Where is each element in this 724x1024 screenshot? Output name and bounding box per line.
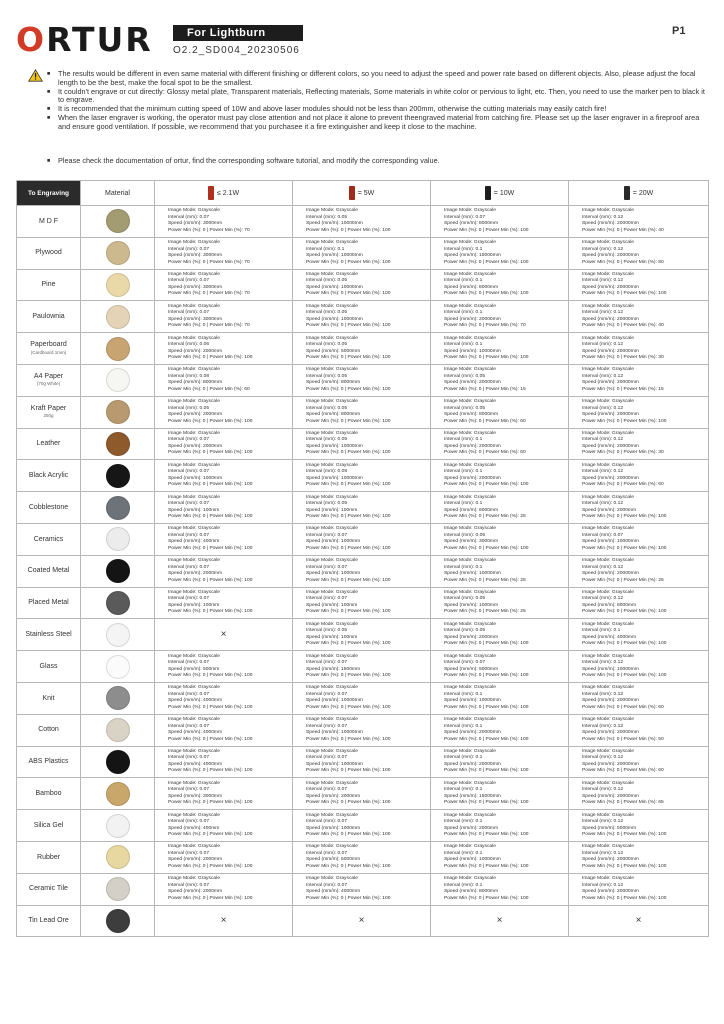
not-supported-mark: × [431, 905, 569, 937]
material-name: Tin Lead Ore [17, 905, 81, 937]
material-sample-image [106, 877, 130, 901]
material-sample-image [106, 527, 130, 551]
material-name: Bamboo [17, 778, 81, 810]
laser-settings-cell: Image Mode: Grayscale Interval (mm): 0.1 Speed (mm/m): 10000mm Power Min (%): 0 | Power Min (%): 100 [431, 841, 569, 873]
laser-settings-cell: Image Mode: Grayscale Interval (mm): 0.07 Speed (mm/m): 500mm Power Min (%): 0 | Power Min (%): 100 [155, 651, 293, 683]
material-row [17, 206, 709, 238]
laser-settings-cell: Image Mode: Grayscale Interval (mm): 0.1 Speed (mm/m): 2000mm Power Min (%): 0 | Power Min (%): 100 [431, 810, 569, 842]
material-name: Rubber [17, 841, 81, 873]
material-name: Paperboard (Cardboard 1mm) [17, 333, 81, 365]
logo-o-letter: O [16, 20, 47, 59]
laser-settings-cell: Image Mode: Grayscale Interval (mm): 0.12 Speed (mm/m): 20000mm Power Min (%): 0 | Power Min (%): 100 [569, 873, 709, 905]
to-engraving-header: To Engraving [17, 181, 81, 206]
not-supported-mark: × [155, 619, 293, 651]
material-row [17, 555, 709, 587]
engraving-parameter-table [16, 180, 709, 937]
laser-power-label: = 20W [632, 189, 654, 197]
material-row [17, 746, 709, 778]
material-name: Ceramic Tile [17, 873, 81, 905]
laser-settings-cell: Image Mode: Grayscale Interval (mm): 0.12 Speed (mm/m): 20000mm Power Min (%): 0 | Power Min (%): 25 [569, 555, 709, 587]
material-name: Paulownia [17, 301, 81, 333]
laser-settings-cell: Image Mode: Grayscale Interval (mm): 0.12 Speed (mm/m): 20000mm Power Min (%): 0 | Power Min (%): 100 [569, 841, 709, 873]
laser-5w-header [293, 181, 431, 206]
material-name: Knit [17, 682, 81, 714]
material-header: Material [81, 181, 155, 206]
material-name: Cobblestone [17, 492, 81, 524]
laser-settings-cell: Image Mode: Grayscale Interval (mm): 0.1 Speed (mm/m): 4000mm Power Min (%): 0 | Power Min (%): 100 [569, 619, 709, 651]
material-sample-image [106, 909, 130, 933]
not-supported-mark: × [293, 905, 431, 937]
material-row [17, 810, 709, 842]
material-sample-image [106, 273, 130, 297]
laser-settings-cell: Image Mode: Grayscale Interval (mm): 0.1 Speed (mm/m): 20000mm Power Min (%): 0 | Power Min (%): 100 [431, 714, 569, 746]
safety-note: ■ The results would be different in even same material with different finishing or different colors, so you need to adjust the speed and power rate based on different objects. Also, please adjust the focal length to be the best, make the focal spot to be the smallest. [47, 70, 707, 87]
material-sample-image [106, 496, 130, 520]
material-name: Placed Metal [17, 587, 81, 619]
laser-settings-cell: Image Mode: Grayscale Interval (mm): 0.1 Speed (mm/m): 8000mm Power Min (%): 0 | Power Min (%): 100 [431, 873, 569, 905]
material-row [17, 396, 709, 428]
material-row [17, 619, 709, 651]
laser-settings-cell: Image Mode: Grayscale Interval (mm): 0.07 Speed (mm/m): 5000mm Power Min (%): 0 | Power Min (%): 100 [431, 651, 569, 683]
material-row [17, 587, 709, 619]
laser-settings-cell: Image Mode: Grayscale Interval (mm): 0.1 Speed (mm/m): 10000mm Power Min (%): 0 | Power Min (%): 100 [431, 682, 569, 714]
laser-settings-cell: Image Mode: Grayscale Interval (mm): 0.05 Speed (mm/m): 3000mm Power Min (%): 0 | Power Min (%): 100 [431, 523, 569, 555]
material-sample-image [106, 209, 130, 233]
laser-settings-cell: Image Mode: Grayscale Interval (mm): 0.05 Speed (mm/m): 2000mm Power Min (%): 0 | Power Min (%): 100 [431, 619, 569, 651]
laser-settings-cell: Image Mode: Grayscale Interval (mm): 0.1 Speed (mm/m): 20000mm Power Min (%): 0 | Power Min (%): 100 [431, 746, 569, 778]
material-sample-image [106, 750, 130, 774]
laser-settings-cell: Image Mode: Grayscale Interval (mm): 0.05 Speed (mm/m): 8000mm Power Min (%): 0 | Power Min (%): 60 [431, 396, 569, 428]
laser-settings-cell: Image Mode: Grayscale Interval (mm): 0.07 Speed (mm/m): 100mm Power Min (%): 0 | Power Min (%): 100 [293, 587, 431, 619]
material-sample-image [106, 559, 130, 583]
material-name: Cotton [17, 714, 81, 746]
laser-settings-cell: Image Mode: Grayscale Interval (mm): 0.07 Speed (mm/m): 4000mm Power Min (%): 0 | Power Min (%): 100 [155, 746, 293, 778]
laser-settings-cell: Image Mode: Grayscale Interval (mm): 0.07 Speed (mm/m): 3000mm Power Min (%): 0 | Power Min (%): 70 [155, 237, 293, 269]
laser-settings-cell: Image Mode: Grayscale Interval (mm): 0.12 Speed (mm/m): 20000mm Power Min (%): 0 | Power Min (%): 50 [569, 714, 709, 746]
laser-settings-cell: Image Mode: Grayscale Interval (mm): 0.05 Speed (mm/m): 5000mm Power Min (%): 0 | Power Min (%): 100 [293, 333, 431, 365]
material-name: Stainless Steel [17, 619, 81, 651]
material-sample-image [106, 337, 130, 361]
material-sample-image [106, 241, 130, 265]
material-sample-image [106, 400, 130, 424]
laser-settings-cell: Image Mode: Grayscale Interval (mm): 0.08 Speed (mm/m): 8000mm Power Min (%): 0 | Power Min (%): 60 [155, 364, 293, 396]
laser-settings-cell: Image Mode: Grayscale Interval (mm): 0.07 Speed (mm/m): 1000mm Power Min (%): 0 | Power Min (%): 100 [155, 460, 293, 492]
laser-settings-cell: Image Mode: Grayscale Interval (mm): 0.07 Speed (mm/m): 5000mm Power Min (%): 0 | Power Min (%): 100 [293, 841, 431, 873]
laser-settings-cell: Image Mode: Grayscale Interval (mm): 0.07 Speed (mm/m): 4000mm Power Min (%): 0 | Power Min (%): 100 [155, 714, 293, 746]
material-name: Leather [17, 428, 81, 460]
laser-module-icon [349, 186, 355, 200]
laser-settings-cell: Image Mode: Grayscale Interval (mm): 0.07 Speed (mm/m): 100mm Power Min (%): 0 | Power Min (%): 100 [155, 587, 293, 619]
laser-settings-cell: Image Mode: Grayscale Interval (mm): 0.05 Speed (mm/m): 20000mm Power Min (%): 0 | Power Min (%): 15 [431, 364, 569, 396]
laser-power-label: = 5W [357, 189, 375, 197]
laser-settings-cell: Image Mode: Grayscale Interval (mm): 0.12 Speed (mm/m): 20000mm Power Min (%): 0 | Power Min (%): 30 [569, 333, 709, 365]
laser-settings-cell: Image Mode: Grayscale Interval (mm): 0.07 Speed (mm/m): 10000mm Power Min (%): 0 | Power Min (%): 100 [293, 714, 431, 746]
laser-settings-cell: Image Mode: Grayscale Interval (mm): 0.07 Speed (mm/m): 3000mm Power Min (%): 0 | Power Min (%): 70 [155, 301, 293, 333]
laser-settings-cell: Image Mode: Grayscale Interval (mm): 0.07 Speed (mm/m): 2000mm Power Min (%): 0 | Power Min (%): 100 [155, 873, 293, 905]
material-sample-image [106, 432, 130, 456]
safety-note: ■ It is recommended that the minimum cutting speed of 10W and above laser modules should not be less than 200mm, otherwise the cutting materials may easily catch fire! [47, 105, 707, 114]
laser-settings-cell: Image Mode: Grayscale Interval (mm): 0.12 Speed (mm/m): 20000mm Power Min (%): 0 | Power Min (%): 100 [569, 396, 709, 428]
laser-settings-cell: Image Mode: Grayscale Interval (mm): 0.07 Speed (mm/m): 400mm Power Min (%): 0 | Power Min (%): 100 [155, 523, 293, 555]
material-row [17, 905, 709, 937]
laser-settings-cell: Image Mode: Grayscale Interval (mm): 0.12 Speed (mm/m): 20000mm Power Min (%): 0 | Power Min (%): 60 [569, 682, 709, 714]
laser-settings-cell: Image Mode: Grayscale Interval (mm): 0.1 Speed (mm/m): 20000mm Power Min (%): 0 | Power Min (%): 60 [431, 428, 569, 460]
laser-settings-cell: Image Mode: Grayscale Interval (mm): 0.07 Speed (mm/m): 400mm Power Min (%): 0 | Power Min (%): 100 [155, 810, 293, 842]
material-sample-image [106, 591, 130, 615]
material-name: Pine [17, 269, 81, 301]
safety-note: ■ It couldn't engrave or cut directly: Glossy metal plate, Transparent materials, Reflecting materials, Some materials in white color or pervious to light, etc. Then, you need to use the marker pen to black it to engrave. [47, 88, 707, 105]
laser-settings-cell: Image Mode: Grayscale Interval (mm): 0.12 Speed (mm/m): 20000mm Power Min (%): 0 | Power Min (%): 65 [569, 778, 709, 810]
material-name: Silica Gel [17, 810, 81, 842]
laser-settings-cell: Image Mode: Grayscale Interval (mm): 0.07 Speed (mm/m): 2000mm Power Min (%): 0 | Power Min (%): 100 [293, 778, 431, 810]
laser-settings-cell: Image Mode: Grayscale Interval (mm): 0.07 Speed (mm/m): 2000mm Power Min (%): 0 | Power Min (%): 100 [155, 841, 293, 873]
table-header-row [17, 181, 709, 206]
software-note: ■ Please check the documentation of ortur, find the corresponding software tutorial, and modify the corresponding value. [47, 157, 707, 166]
laser-settings-cell: Image Mode: Grayscale Interval (mm): 0.06 Speed (mm/m): 2000mm Power Min (%): 0 | Power Min (%): 100 [155, 333, 293, 365]
material-sample-image [106, 464, 130, 488]
laser-settings-cell: Image Mode: Grayscale Interval (mm): 0.12 Speed (mm/m): 20000mm Power Min (%): 0 | Power Min (%): 80 [569, 237, 709, 269]
material-sample-image [106, 686, 130, 710]
laser-settings-cell: Image Mode: Grayscale Interval (mm): 0.07 Speed (mm/m): 4000mm Power Min (%): 0 | Power Min (%): 100 [155, 682, 293, 714]
laser-settings-cell: Image Mode: Grayscale Interval (mm): 0.12 Speed (mm/m): 20000mm Power Min (%): 0 | Power Min (%): 30 [569, 428, 709, 460]
material-row [17, 523, 709, 555]
laser-settings-cell: Image Mode: Grayscale Interval (mm): 0.05 Speed (mm/m): 10000mm Power Min (%): 0 | Power Min (%): 100 [293, 269, 431, 301]
laser-settings-cell: Image Mode: Grayscale Interval (mm): 0.05 Speed (mm/m): 8000mm Power Min (%): 0 | Power Min (%): 100 [293, 364, 431, 396]
material-row [17, 841, 709, 873]
laser-settings-cell: Image Mode: Grayscale Interval (mm): 0.07 Speed (mm/m): 2000mm Power Min (%): 0 | Power Min (%): 100 [155, 555, 293, 587]
material-row [17, 301, 709, 333]
material-name: Coated Metal [17, 555, 81, 587]
laser-20w-header [569, 181, 709, 206]
laser-settings-cell: Image Mode: Grayscale Interval (mm): 0.1 Speed (mm/m): 8000mm Power Min (%): 0 | Power Min (%): 100 [431, 269, 569, 301]
laser-settings-cell: Image Mode: Grayscale Interval (mm): 0.12 Speed (mm/m): 20000mm Power Min (%): 0 | Power Min (%): 40 [569, 206, 709, 238]
laser-settings-cell: Image Mode: Grayscale Interval (mm): 0.07 Speed (mm/m): 1000mm Power Min (%): 0 | Power Min (%): 100 [293, 810, 431, 842]
material-name: Ceramics [17, 523, 81, 555]
laser-settings-cell: Image Mode: Grayscale Interval (mm): 0.1 Speed (mm/m): 10000mm Power Min (%): 0 | Power Min (%): 100 [293, 237, 431, 269]
material-row [17, 778, 709, 810]
laser-settings-cell: Image Mode: Grayscale Interval (mm): 0.1 Speed (mm/m): 10000mm Power Min (%): 0 | Power Min (%): 25 [431, 555, 569, 587]
laser-settings-cell: Image Mode: Grayscale Interval (mm): 0.12 Speed (mm/m): 2000mm Power Min (%): 0 | Power Min (%): 100 [569, 492, 709, 524]
material-sample-image [106, 782, 130, 806]
safety-notes [47, 70, 707, 132]
material-sample-image [106, 623, 130, 647]
material-sample-image [106, 655, 130, 679]
laser-settings-cell: Image Mode: Grayscale Interval (mm): 0.07 Speed (mm/m): 100mm Power Min (%): 0 | Power Min (%): 100 [155, 492, 293, 524]
not-supported-mark: × [155, 905, 293, 937]
material-sample-image [106, 368, 130, 392]
laser-settings-cell: Image Mode: Grayscale Interval (mm): 0.12 Speed (mm/m): 20000mm Power Min (%): 0 | Power Min (%): 60 [569, 746, 709, 778]
laser-settings-cell: Image Mode: Grayscale Interval (mm): 0.05 Speed (mm/m): 2000mm Power Min (%): 0 | Power Min (%): 100 [155, 396, 293, 428]
material-sample-image [106, 845, 130, 869]
material-row [17, 269, 709, 301]
laser-2w-header [155, 181, 293, 206]
material-name: Plywood [17, 237, 81, 269]
material-row [17, 460, 709, 492]
not-supported-mark: × [569, 905, 709, 937]
laser-settings-cell: Image Mode: Grayscale Interval (mm): 0.12 Speed (mm/m): 20000mm Power Min (%): 0 | Power Min (%): 40 [569, 301, 709, 333]
document-code: O2.2_SD004_20230506 [173, 45, 300, 56]
laser-settings-cell: Image Mode: Grayscale Interval (mm): 0.1 Speed (mm/m): 6000mm Power Min (%): 0 | Power Min (%): 25 [431, 492, 569, 524]
laser-settings-cell: Image Mode: Grayscale Interval (mm): 0.05 Speed (mm/m): 10000mm Power Min (%): 0 | Power Min (%): 100 [293, 428, 431, 460]
laser-settings-cell: Image Mode: Grayscale Interval (mm): 0.07 Speed (mm/m): 2000mm Power Min (%): 0 | Power Min (%): 100 [155, 428, 293, 460]
laser-settings-cell: Image Mode: Grayscale Interval (mm): 0.05 Speed (mm/m): 8000mm Power Min (%): 0 | Power Min (%): 100 [293, 396, 431, 428]
material-name: ABS Plastics [17, 746, 81, 778]
material-name: A4 Paper (70g White) [17, 364, 81, 396]
software-title: For Lightburn [173, 25, 303, 41]
material-name: M D F [17, 206, 81, 238]
laser-power-label: ≤ 2.1W [216, 189, 240, 197]
page-number: P1 [672, 25, 686, 37]
laser-settings-cell: Image Mode: Grayscale Interval (mm): 0.1 Speed (mm/m): 10000mm Power Min (%): 0 | Power Min (%): 100 [431, 333, 569, 365]
laser-module-icon [624, 186, 630, 200]
laser-settings-cell: Image Mode: Grayscale Interval (mm): 0.1 Speed (mm/m): 20000mm Power Min (%): 0 | Power Min (%): 70 [431, 301, 569, 333]
material-row [17, 333, 709, 365]
laser-settings-cell: Image Mode: Grayscale Interval (mm): 0.07 Speed (mm/m): 8000mm Power Min (%): 0 | Power Min (%): 100 [431, 206, 569, 238]
material-row [17, 682, 709, 714]
material-sample-image [106, 305, 130, 329]
material-row [17, 492, 709, 524]
laser-settings-cell: Image Mode: Grayscale Interval (mm): 0.07 Speed (mm/m): 1000mm Power Min (%): 0 | Power Min (%): 100 [293, 523, 431, 555]
laser-settings-cell: Image Mode: Grayscale Interval (mm): 0.07 Speed (mm/m): 4000mm Power Min (%): 0 | Power Min (%): 100 [293, 873, 431, 905]
material-name: Kraft Paper 250g [17, 396, 81, 428]
material-row [17, 237, 709, 269]
material-row [17, 651, 709, 683]
warning-icon [28, 69, 43, 82]
laser-settings-cell: Image Mode: Grayscale Interval (mm): 0.07 Speed (mm/m): 1500mm Power Min (%): 0 | Power Min (%): 100 [293, 651, 431, 683]
laser-settings-cell: Image Mode: Grayscale Interval (mm): 0.07 Speed (mm/m): 3000mm Power Min (%): 0 | Power Min (%): 70 [155, 269, 293, 301]
laser-settings-cell: Image Mode: Grayscale Interval (mm): 0.07 Speed (mm/m): 10000mm Power Min (%): 0 | Power Min (%): 100 [293, 746, 431, 778]
laser-settings-cell: Image Mode: Grayscale Interval (mm): 0.05 Speed (mm/m): 100mm Power Min (%): 0 | Power Min (%): 100 [293, 619, 431, 651]
laser-settings-cell: Image Mode: Grayscale Interval (mm): 0.12 Speed (mm/m): 20000mm Power Min (%): 0 | Power Min (%): 15 [569, 364, 709, 396]
laser-settings-cell: Image Mode: Grayscale Interval (mm): 0.12 Speed (mm/m): 20000mm Power Min (%): 0 | Power Min (%): 100 [569, 269, 709, 301]
laser-settings-cell: Image Mode: Grayscale Interval (mm): 0.05 Speed (mm/m): 10000mm Power Min (%): 0 | Power Min (%): 100 [293, 206, 431, 238]
laser-settings-cell: Image Mode: Grayscale Interval (mm): 0.1 Speed (mm/m): 15000mm Power Min (%): 0 | Power Min (%): 100 [431, 778, 569, 810]
logo-rest: RTUR [46, 20, 153, 59]
laser-settings-cell: Image Mode: Grayscale Interval (mm): 0.1 Speed (mm/m): 15000mm Power Min (%): 0 | Power Min (%): 100 [431, 237, 569, 269]
material-name: Glass [17, 651, 81, 683]
laser-settings-cell: Image Mode: Grayscale Interval (mm): 0.08 Speed (mm/m): 10000mm Power Min (%): 0 | Power Min (%): 100 [293, 460, 431, 492]
laser-settings-cell: Image Mode: Grayscale Interval (mm): 0.07 Speed (mm/m): 3000mm Power Min (%): 0 | Power Min (%): 70 [155, 206, 293, 238]
ortur-logo [16, 22, 153, 58]
laser-settings-cell: Image Mode: Grayscale Interval (mm): 0.07 Speed (mm/m): 10000mm Power Min (%): 0 | Power Min (%): 100 [293, 682, 431, 714]
laser-module-icon [208, 186, 214, 200]
material-sample-image [106, 718, 130, 742]
laser-settings-cell: Image Mode: Grayscale Interval (mm): 0.12 Speed (mm/m): 5000mm Power Min (%): 0 | Power Min (%): 100 [569, 810, 709, 842]
laser-settings-cell: Image Mode: Grayscale Interval (mm): 0.07 Speed (mm/m): 3000mm Power Min (%): 0 | Power Min (%): 100 [155, 778, 293, 810]
material-row [17, 873, 709, 905]
laser-settings-cell: Image Mode: Grayscale Interval (mm): 0.07 Speed (mm/m): 10000mm Power Min (%): 0 | Power Min (%): 100 [569, 523, 709, 555]
material-name: Black Acrylic [17, 460, 81, 492]
material-row [17, 428, 709, 460]
laser-10w-header [431, 181, 569, 206]
laser-settings-cell: Image Mode: Grayscale Interval (mm): 0.05 Speed (mm/m): 100mm Power Min (%): 0 | Power Min (%): 100 [293, 492, 431, 524]
laser-settings-cell: Image Mode: Grayscale Interval (mm): 0.1 Speed (mm/m): 20000mm Power Min (%): 0 | Power Min (%): 100 [431, 460, 569, 492]
laser-settings-cell: Image Mode: Grayscale Interval (mm): 0.07 Speed (mm/m): 1000mm Power Min (%): 0 | Power Min (%): 100 [293, 555, 431, 587]
laser-settings-cell: Image Mode: Grayscale Interval (mm): 0.05 Speed (mm/m): 1000mm Power Min (%): 0 | Power Min (%): 25 [431, 587, 569, 619]
laser-settings-cell: Image Mode: Grayscale Interval (mm): 0.12 Speed (mm/m): 8000mm Power Min (%): 0 | Power Min (%): 100 [569, 587, 709, 619]
safety-note: ■ When the laser engraver is working, the operator must pay close attention and not place it alone to prevent theengraved material from catching fire. Please set up the laser engraver in a fireproof area and ensure good ventilation. If possible, we recommend that you purchasee it a fire extinguisher and keep it close to the machine. [47, 114, 707, 131]
laser-settings-cell: Image Mode: Grayscale Interval (mm): 0.12 Speed (mm/m): 10000mm Power Min (%): 0 | Power Min (%): 100 [569, 651, 709, 683]
laser-settings-cell: Image Mode: Grayscale Interval (mm): 0.12 Speed (mm/m): 20000mm Power Min (%): 0 | Power Min (%): 60 [569, 460, 709, 492]
laser-module-icon [485, 186, 491, 200]
material-sample-image [106, 814, 130, 838]
material-row [17, 364, 709, 396]
material-row [17, 714, 709, 746]
laser-settings-cell: Image Mode: Grayscale Interval (mm): 0.05 Speed (mm/m): 10000mm Power Min (%): 0 | Power Min (%): 100 [293, 301, 431, 333]
laser-power-label: = 10W [493, 189, 515, 197]
